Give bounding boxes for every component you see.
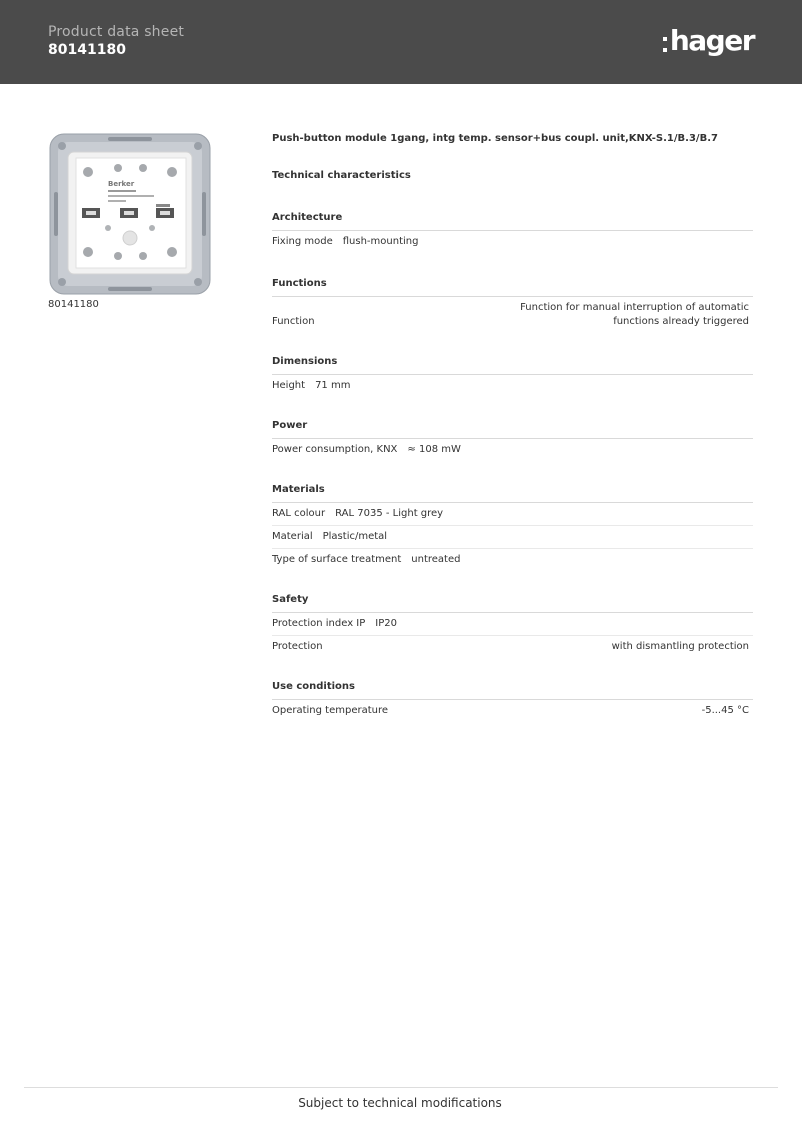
- group-architecture: [272, 211, 753, 253]
- device-brand-label: Berker: [108, 180, 135, 188]
- characteristic-value: IP20: [375, 618, 398, 629]
- technical-characteristics-heading: Technical characteristics: [272, 170, 411, 181]
- group-materials: [272, 483, 753, 571]
- characteristic-row: [272, 549, 753, 571]
- group-title: Power: [272, 419, 753, 439]
- characteristic-row: [272, 636, 753, 658]
- group-title: Use conditions: [272, 680, 753, 700]
- group-title: Safety: [272, 593, 753, 613]
- characteristic-value: Plastic/metal: [322, 531, 388, 542]
- characteristic-label: Type of surface treatment: [272, 554, 402, 565]
- characteristic-label: Protection index IP: [272, 618, 366, 629]
- group-safety: [272, 593, 753, 658]
- image-caption: 80141180: [48, 299, 99, 310]
- group-power: [272, 419, 753, 461]
- group-dimensions: [272, 355, 753, 397]
- characteristic-value: 71 mm: [315, 380, 351, 391]
- characteristic-label: Fixing mode: [272, 236, 333, 247]
- group-title: Dimensions: [272, 355, 753, 375]
- hager-logo: [663, 24, 754, 58]
- characteristic-value: Function for manual interruption of automatic functions already triggered: [520, 302, 749, 327]
- characteristic-value: untreated: [411, 554, 461, 565]
- logo-wordmark: hager: [669, 24, 754, 57]
- characteristic-value: -5...45 °C: [701, 705, 749, 716]
- product-image: [48, 132, 212, 296]
- logo-dots-icon: [663, 37, 667, 52]
- characteristic-row: [272, 231, 753, 253]
- characteristic-value: RAL 7035 - Light grey: [335, 508, 444, 519]
- characteristic-row: [272, 439, 753, 461]
- group-title: Functions: [272, 277, 753, 297]
- characteristic-row: [272, 700, 753, 722]
- characteristic-row: [272, 375, 753, 397]
- group-use-conditions: [272, 680, 753, 722]
- document-number: 80141180: [48, 42, 126, 58]
- characteristic-label: RAL colour: [272, 508, 326, 519]
- characteristic-label: Power consumption, KNX: [272, 444, 398, 455]
- group-title: Architecture: [272, 211, 753, 231]
- characteristic-label: Material: [272, 531, 313, 542]
- group-functions: [272, 277, 753, 333]
- characteristic-row: [272, 613, 753, 636]
- document-type: Product data sheet: [48, 24, 185, 40]
- characteristic-row: [272, 503, 753, 526]
- group-title: Materials: [272, 483, 753, 503]
- characteristic-row: [272, 297, 753, 333]
- product-title: Push-button module 1gang, intg temp. sensor+bus coupl. unit,KNX-S.1/B.3/B.7: [272, 133, 718, 144]
- characteristic-value: ≈ 108 mW: [407, 444, 461, 455]
- characteristics-groups: [272, 211, 753, 722]
- footer-note: Subject to technical modifications: [298, 1096, 502, 1110]
- characteristic-value: flush-mounting: [342, 236, 419, 247]
- characteristic-value: with dismantling protection: [611, 641, 749, 652]
- footer-divider: [24, 1087, 778, 1088]
- characteristic-label: Height: [272, 380, 306, 391]
- datasheet-content: [272, 132, 753, 722]
- characteristic-label: Function: [272, 316, 315, 327]
- characteristic-label: Protection: [272, 641, 323, 652]
- characteristic-label: Operating temperature: [272, 705, 389, 716]
- page-header: [0, 0, 802, 84]
- characteristic-row: [272, 526, 753, 549]
